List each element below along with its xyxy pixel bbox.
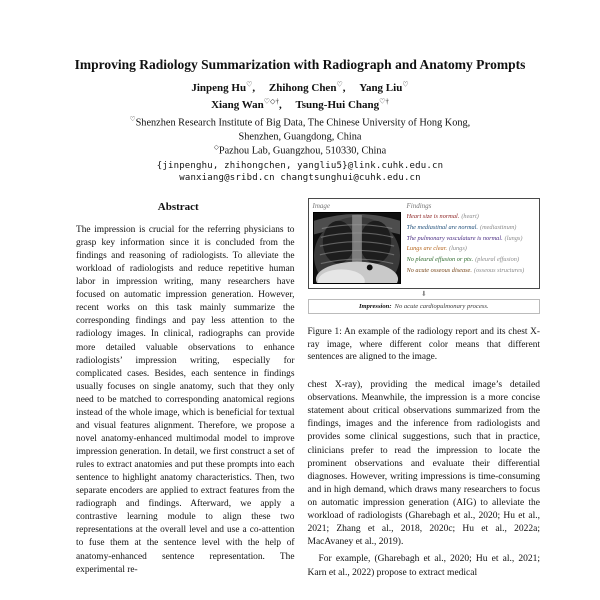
abstract-heading: Abstract (157, 200, 199, 213)
email-line: {jinpenghu, zhihongchen, yangliu5}@link.cuhk.edu.cn (156, 160, 444, 171)
right-column (308, 196, 541, 580)
author-affiliation-mark: ♡ (336, 80, 343, 89)
body-paragraph: For example, (Gharebagh et al., 2020; Hu et al., 2021; Karn et al., 2022) propose to extract medical (307, 554, 540, 578)
finding-sentence (407, 223, 536, 234)
finding-text: The mediastinal are normal. (406, 223, 478, 231)
left-column (62, 196, 295, 580)
author (269, 82, 346, 94)
author-emails (0, 160, 600, 184)
author-name: Xiang Wan (211, 98, 264, 111)
abstract-text: The impression is crucial for the referring physicians to grasp key information since it is concluded from the findings and reasoning of radiologists. To alleviate the workload of radiologists and reduce repetitive human labor in impression writing, many researchers have focused on automatic impression generation. However, recent works on this task mainly summarize the corresponding findings and pay less attention to the radiology images. In clinical, radiographs can provide more detailed valuable observations to enhance radiologists’ impression writing, especially for complicated cases. Besides, each sentence in findings usually focuses on single anatomy, such that they only need to be matched to corresponding anatomical regions instead of the whole image, which is beneficial for textual and visual features alignment. Therefore, we propose a novel anatomy-enhanced multimodal model to improve impression generation. In detail, we first construct a set of rules to extract anatomies and put these prompts into each sentence to highlight anatomy characteristics. Then, two separate encoders are applied to extract features from the radiograph and findings. Afterward, we apply a contrastive learning module to align these two representations at the overall level and use a co-attention to fuse them at the sentence level with the help of anatomy-enhanced sentence representation. The experimental re- (76, 224, 295, 575)
author-name: Jinpeng Hu (191, 82, 247, 95)
anatomy-tag: (heart) (461, 212, 479, 220)
chest-xray-image (313, 212, 401, 284)
figure-image-column (313, 202, 401, 284)
finding-sentence (407, 244, 536, 255)
figure-caption: Figure 1: An example of the radiology report and its chest X-ray image, where different color means that different sentences are aligned to the image. (307, 327, 540, 363)
finding-sentence (407, 255, 536, 266)
author (211, 99, 282, 111)
anatomy-tag: (osseous structures) (473, 267, 525, 275)
author (191, 82, 255, 94)
finding-sentence (407, 266, 536, 277)
figure-report-panel (308, 198, 541, 289)
author-affiliation-mark: ♡ (246, 80, 253, 89)
affiliation-text: Pazhou Lab, Guangzhou, 510330, China (218, 144, 387, 156)
figure-findings-column (407, 202, 536, 284)
affiliation-mark: ♡ (129, 115, 136, 123)
anatomy-tag: (mediastinum) (479, 223, 517, 231)
body-paragraph: chest X-ray), providing the medical image’s detailed observations. Meanwhile, the impression is a more concise statement about critical observations summarized from the findings, images and the inference from radiologists and provides some clinical suggestions, such that in practice, clinicians prefer to read the impression to locate the prominent observations and evaluate their differential diagnoses. However, writing impressions is time-consuming and in high demand, which draws many researchers to focus on automatic impression generation (AIG) to alleviate the workload of radiologists (Gharebagh et al., 2020; Hu et al., 2021; Zhang et al., 2018, 2020c; Hu et al., 2022a; MacAvaney et al., 2019). (307, 380, 540, 548)
finding-text: The pulmonary vasculature is normal. (406, 234, 503, 242)
findings-label: Findings (406, 201, 432, 210)
down-arrow-icon: ⬇ (420, 289, 427, 298)
anatomy-tag: (lungs) (504, 234, 523, 242)
image-label: Image (312, 201, 330, 210)
author-name: Tsung-Hui Chang (295, 98, 380, 111)
impression-box (308, 299, 541, 314)
author-separator: , (278, 98, 282, 111)
finding-text: Heart size is normal. (406, 212, 460, 220)
affiliation-line (0, 130, 600, 144)
author-line-2 (0, 97, 600, 112)
finding-sentence (407, 234, 536, 245)
impression-label: Impression: (358, 303, 392, 311)
figure-1 (308, 198, 541, 364)
finding-text: No acute osseous disease. (406, 267, 472, 275)
anatomy-tag: (pleural effusion) (475, 256, 520, 264)
affiliations (0, 116, 600, 158)
author-name: Yang Liu (359, 82, 403, 95)
paper-title: Improving Radiology Summarization with Radiograph and Anatomy Prompts (74, 57, 526, 72)
finding-sentence (407, 212, 536, 223)
author-separator: , (342, 82, 346, 95)
author-affiliation-mark: ♡ (402, 80, 409, 89)
impression-text: No acute cardiopulmonary process. (394, 303, 489, 311)
author (295, 99, 388, 111)
anatomy-tag: (lungs) (449, 245, 467, 253)
finding-text: Lungs are clear. (406, 245, 448, 253)
email-line: wanxiang@sribd.cn changtsunghui@cuhk.edu.cn (179, 172, 421, 183)
affiliation-line (0, 144, 600, 158)
author-line-1 (0, 81, 600, 96)
author-affiliation-mark: ♡† (379, 97, 389, 106)
author-affiliation-mark: ♡◇† (263, 97, 279, 106)
affiliation-text: Shenzhen, Guangdong, China (238, 131, 362, 143)
author-separator: , (252, 82, 256, 95)
affiliation-mark: ◇ (213, 143, 219, 151)
author (359, 82, 408, 94)
finding-text: No pleural effusion or ptx. (406, 256, 474, 264)
author-name: Zhihong Chen (268, 82, 337, 95)
two-column-body (0, 196, 600, 580)
affiliation-line (0, 116, 600, 130)
affiliation-text: Shenzhen Research Institute of Big Data, The Chinese University of Hong Kong, (135, 117, 471, 129)
